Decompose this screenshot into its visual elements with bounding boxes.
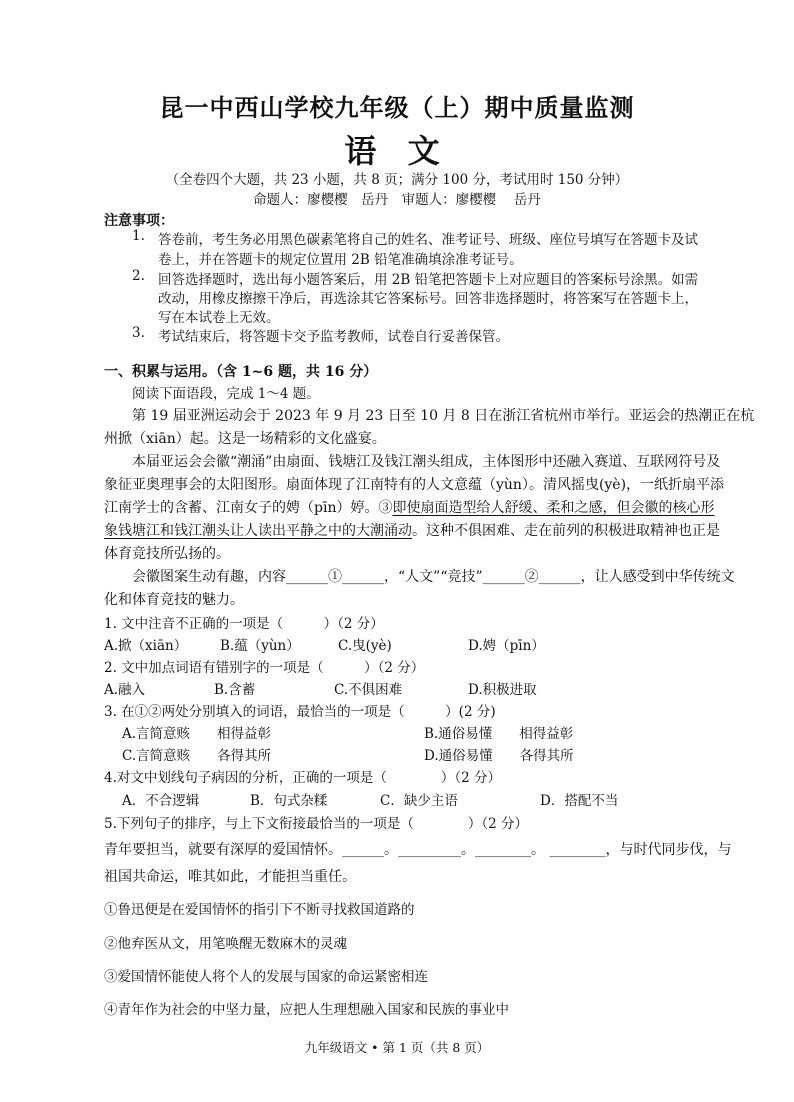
passage-line-6: [104, 520, 720, 540]
passage-text: 江南学士的含蓄、江南女子的娉（pīn）婷。③: [104, 500, 393, 516]
q5-sentence-2: ②他弃医从文，用笔唤醒无数麻木的灵魂: [104, 936, 347, 952]
notice-2-line-3: 写在本试卷上无效。: [158, 310, 280, 326]
passage-line-2: 州掀（xiān）起。这是一场精彩的文化盛宴。: [104, 431, 386, 447]
passage-text: 。这种不俱困难、走在前列的积极进取精神也正是: [412, 523, 720, 539]
question-2-stem: 2. 文中加点词语有错别字的一项是（ ）（2 分）: [104, 660, 425, 676]
q1-option-d[interactable]: D.娉（pīn）: [468, 638, 545, 654]
passage-text: ，让人感受到中华传统文: [580, 569, 735, 585]
passage-line-5: [104, 497, 714, 517]
q4-option-c[interactable]: C．缺少主语: [380, 793, 458, 809]
notice-1-line-1: 答卷前，考生务必用黑色碳素笔将自己的姓名、准考证号、班级、座位号填写在答题卡及试: [158, 232, 698, 248]
q5-sentence-1: ①鲁迅便是在爱国情怀的指引下不断寻找救国道路的: [104, 902, 415, 918]
notice-num-2: 2.: [132, 268, 145, 284]
page-footer: 九年级语文 • 第 1 页（共 8 页）: [304, 1040, 490, 1055]
q1-option-c[interactable]: C.曳(yè): [338, 638, 392, 654]
question-5-stem: 5.下列句子的排序，与上下文衔接最恰当的一项是（ ）（2 分）: [104, 816, 529, 832]
subject-title: 语 文: [344, 132, 450, 170]
notice-2-line-2: 改动，用橡皮擦擦干净后，再选涂其它答案标号。回答非选择题时，将答案写在答题卡上，: [158, 291, 698, 307]
notice-num-3: 3.: [132, 325, 145, 341]
passage-line-7: 体育竞技所弘扬的。: [104, 546, 230, 562]
passage-text: 会徽图案生动有趣，内容: [132, 569, 286, 585]
notice-3-line-1: 考试结束后，将答题卡交予监考教师，试卷自行妥善保管。: [158, 329, 509, 345]
question-4-stem: 4.对文中划线句子病因的分析，正确的一项是（ ）（2 分）: [104, 770, 502, 786]
question-1-stem: 1. 文中注音不正确的一项是（ ）（2 分）: [104, 616, 384, 632]
q5-sentence-3: ③爱国情怀能使人将个人的发展与国家的命运紧密相连: [104, 969, 428, 985]
q4-option-a[interactable]: A．不合逻辑: [122, 793, 200, 809]
q2-option-d[interactable]: D.积极进取: [468, 682, 537, 698]
notice-num-1: 1.: [132, 228, 145, 244]
exam-title: 昆一中西山学校九年级（上）期中质量监测: [159, 93, 635, 122]
q5-context-line-2: 祖国共命运，唯其如此，才能担当重任。: [104, 869, 356, 885]
underlined-sentence: 即使扇面造型给人舒缓、柔和之感，但会徽的核心形: [392, 500, 715, 516]
q4-option-b[interactable]: B．句式杂糅: [250, 793, 328, 809]
section1-heading: 一、积累与运用。（含 1~6 题，共 16 分）: [104, 364, 378, 380]
q3-option-b[interactable]: B.通俗易懂 相得益彰: [424, 726, 574, 742]
exam-authors: 命题人：廖樱樱 岳丹 审题人：廖樱樱 岳丹: [253, 192, 541, 208]
q1-option-b[interactable]: B.蕴（yùn）: [220, 638, 300, 654]
q3-option-a[interactable]: A.言简意赅 相得益彰: [122, 726, 272, 742]
passage-line-3: 本届亚运会会徽“潮涌”由扇面、钱塘江及钱江潮头组成，主体图形中还融入赛道、互联网符号及: [132, 454, 721, 470]
q1-option-a[interactable]: A.掀（xiān）: [104, 638, 188, 654]
passage-line-9: 化和体育竞技的魅力。: [104, 592, 244, 608]
q2-option-c[interactable]: C.不俱困难: [334, 682, 403, 698]
question-3-stem: 3. 在①②两处分别填入的词语，最恰当的一项是（ ）(2 分): [104, 704, 496, 720]
exam-info: （全卷四个大题，共 23 小题，共 8 页；满分 100 分，考试用时 150 分钟）: [165, 172, 629, 188]
q3-option-d[interactable]: D.通俗易懂 各得其所: [424, 748, 574, 764]
section1-instruction: 阅读下面语段，完成 1～4 题。: [132, 386, 320, 402]
passage-text: ，“人文”“竞技”: [384, 569, 483, 585]
passage-line-4: 象征亚奥理事会的太阳图形。扇面体现了江南特有的人文意蕴（yùn）。清风摇曳(yè)，一纸折扇平添: [104, 477, 725, 493]
notice-1-line-2: 卷上，并在答题卡的规定位置用 2B 铅笔准确填涂准考证号。: [158, 252, 523, 268]
passage-line-8: [132, 566, 735, 586]
notice-heading: 注意事项：: [104, 213, 174, 229]
blank-1[interactable]: ______①______: [286, 569, 384, 585]
q2-option-b[interactable]: B.含蓄: [214, 682, 256, 698]
passage-line-1: 第 19 届亚洲运动会于 2023 年 9 月 23 日至 10 月 8 日在浙江省杭州市举行。亚运会的热潮正在杭: [132, 408, 755, 424]
q5-context-line-1: 青年要担当，就要有深厚的爱国情怀。______。_________。________。 ________，与时代同步伐，与: [104, 842, 732, 858]
underlined-sentence-end: 象钱塘江和钱江潮头让人读出平静之中的大潮涌动: [104, 523, 412, 539]
blank-2[interactable]: ______②______: [482, 569, 581, 585]
q3-option-c[interactable]: C.言简意赅 各得其所: [122, 748, 272, 764]
q5-sentence-4: ④青年作为社会的中坚力量，应把人生理想融入国家和民族的事业中: [104, 1002, 509, 1018]
q4-option-d[interactable]: D．搭配不当: [540, 793, 619, 809]
q2-option-a[interactable]: A.融入: [104, 682, 146, 698]
notice-2-line-1: 回答选择题时，选出每小题答案后，用 2B 铅笔把答题卡上对应题目的答案标号涂黑。如需: [158, 272, 699, 288]
